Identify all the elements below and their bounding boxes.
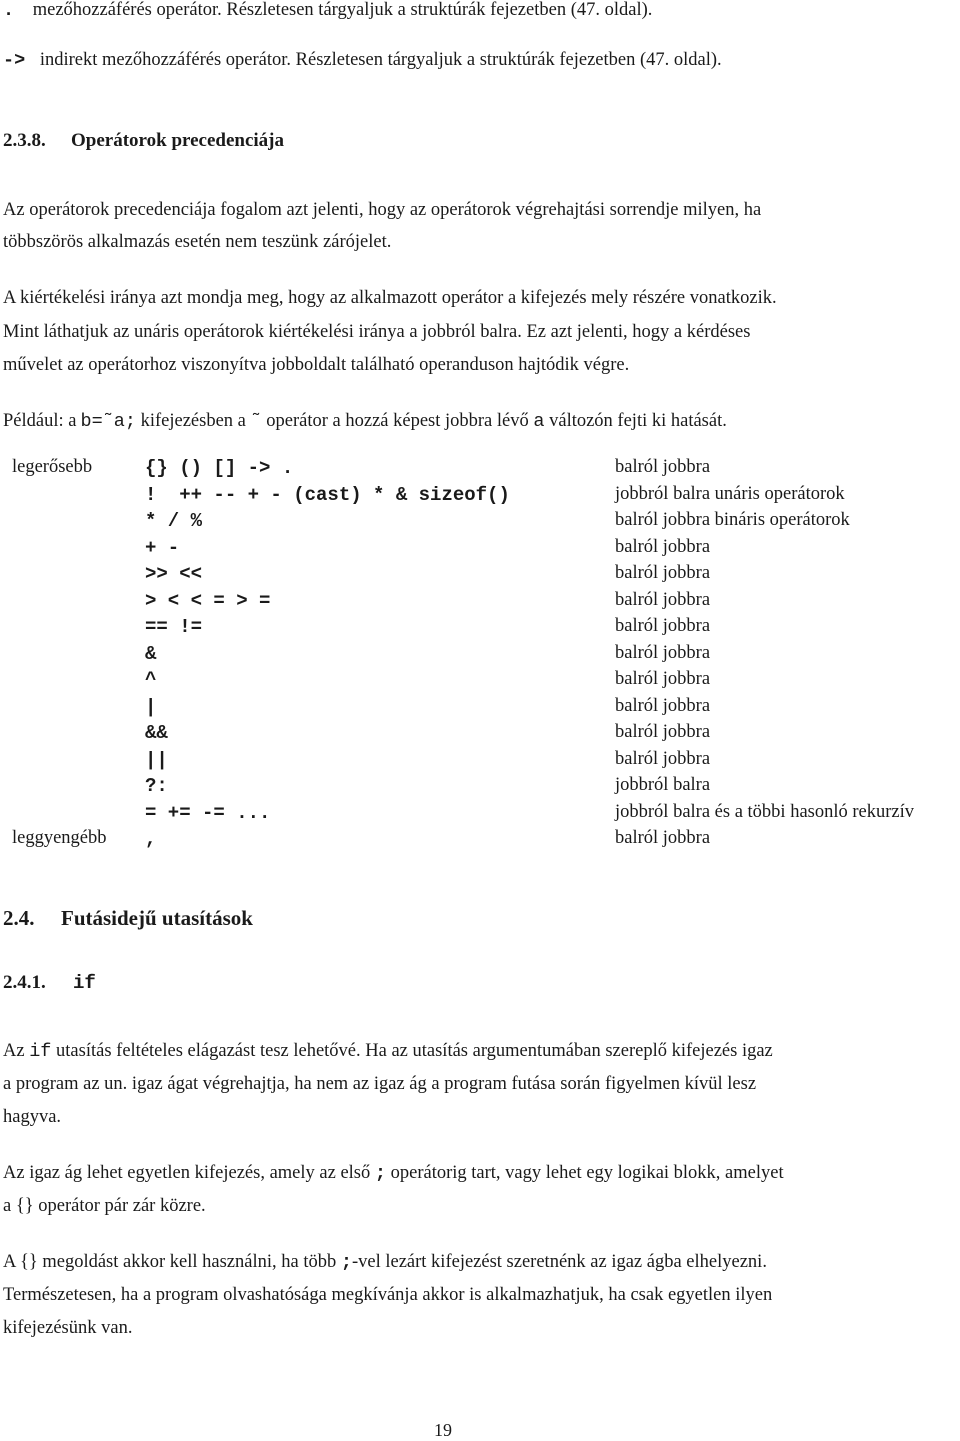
paragraph-line: a program az un. igaz ágat végrehajtja, ha nem az igaz ág a program futása során figyelmen kívül lesz bbox=[3, 1074, 757, 1094]
precedence-associativity: balról jobbra bbox=[615, 457, 711, 477]
braces-operator: {} bbox=[15, 1196, 34, 1216]
text-fragment: Az bbox=[3, 1041, 25, 1061]
precedence-row bbox=[0, 616, 960, 642]
precedence-row bbox=[0, 643, 960, 669]
precedence-operators: | bbox=[145, 695, 157, 718]
tilde-operator: ˜ bbox=[250, 411, 262, 432]
precedence-row bbox=[0, 510, 960, 536]
indirect-access-text: indirekt mezőhozzáférés operátor. Részletesen tárgyaljuk a struktúrák fejezetben (47. oldal). bbox=[39, 50, 722, 70]
text-fragment: operátorig tart, vagy lehet egy logikai blokk, amelyet bbox=[390, 1163, 784, 1183]
section-heading-2-4 bbox=[3, 906, 253, 931]
section-title: Futásidejű utasítások bbox=[61, 906, 253, 930]
text-fragment: Az igaz ág lehet egyetlen kifejezés, amely az első bbox=[3, 1163, 371, 1183]
paragraph-line bbox=[3, 1252, 767, 1273]
if-keyword: if bbox=[29, 1041, 52, 1062]
precedence-row bbox=[0, 457, 960, 483]
precedence-operators: > < < = > = bbox=[145, 589, 271, 612]
precedence-row bbox=[0, 828, 960, 854]
paragraph-line: Mint láthatjuk az unáris operátorok kiértékelési iránya a jobbról balra. Ez azt jelenti, hogy a kérdéses bbox=[3, 322, 751, 342]
indirect-access-line bbox=[3, 50, 722, 71]
example-variable: a bbox=[533, 411, 545, 432]
precedence-associativity: balról jobbra bbox=[615, 669, 711, 689]
dot-operator: . bbox=[3, 0, 15, 21]
precedence-row bbox=[0, 802, 960, 828]
example-line bbox=[3, 411, 727, 432]
precedence-level-label: leggyengébb bbox=[12, 828, 107, 848]
page-number: 19 bbox=[434, 1420, 452, 1440]
paragraph-line: kifejezésünk van. bbox=[3, 1318, 133, 1338]
paragraph-line bbox=[3, 1041, 773, 1062]
precedence-associativity: balról jobbra bbox=[615, 828, 711, 848]
section-heading-2-3-8 bbox=[3, 130, 284, 152]
section-title: if bbox=[73, 972, 96, 994]
text-fragment: A bbox=[3, 1252, 16, 1272]
member-access-line bbox=[3, 0, 652, 21]
precedence-row bbox=[0, 775, 960, 801]
precedence-operators: == != bbox=[145, 616, 203, 638]
semicolon-operator: ; bbox=[340, 1252, 352, 1273]
section-number: 2.4. bbox=[3, 906, 35, 930]
precedence-associativity: balról jobbra bbox=[615, 616, 711, 636]
precedence-operators: || bbox=[145, 748, 168, 771]
semicolon-operator: ; bbox=[374, 1163, 386, 1184]
example-suffix: változón fejti ki hatását. bbox=[549, 411, 727, 431]
paragraph-line: többszörös alkalmazás esetén nem teszünk zárójelet. bbox=[3, 232, 392, 252]
text-fragment: megoldást akkor kell használni, ha több bbox=[42, 1252, 337, 1272]
precedence-operators: * / % bbox=[145, 510, 203, 532]
paragraph-line: Természetesen, ha a program olvashatósága megkívánja akkor is alkalmazhatjuk, ha csak egyetlen ilyen bbox=[3, 1285, 773, 1305]
precedence-associativity: balról jobbra bbox=[615, 748, 711, 769]
precedence-operators: ?: bbox=[145, 775, 168, 797]
precedence-associativity: jobbról balra unáris operátorok bbox=[615, 483, 845, 504]
text-fragment: operátor pár zár közre. bbox=[38, 1196, 206, 1216]
precedence-associativity: balról jobbra bbox=[615, 536, 711, 557]
precedence-row bbox=[0, 590, 960, 616]
section-number: 2.3.8. bbox=[3, 130, 46, 151]
precedence-associativity: jobbról balra bbox=[615, 775, 711, 795]
example-code: b=˜a; bbox=[80, 411, 136, 432]
precedence-operators: ^ bbox=[145, 669, 157, 691]
member-access-text: mezőhozzáférés operátor. Részletesen tárgyaljuk a struktúrák fejezetben (47. oldal). bbox=[32, 0, 653, 20]
section-number: 2.4.1. bbox=[3, 972, 46, 993]
precedence-row bbox=[0, 669, 960, 695]
precedence-operators: {} () [] -> . bbox=[145, 457, 294, 479]
precedence-associativity: jobbról balra és a többi hasonló rekurzív bbox=[615, 801, 914, 822]
precedence-operators: , bbox=[145, 828, 157, 850]
precedence-row bbox=[0, 722, 960, 748]
precedence-operators: + - bbox=[145, 536, 180, 559]
precedence-row bbox=[0, 537, 960, 563]
precedence-operators: ! ++ -- + - (cast) * & sizeof() bbox=[145, 483, 510, 506]
section-title: Operátorok precedenciája bbox=[71, 130, 285, 151]
precedence-associativity: balról jobbra bbox=[615, 722, 711, 742]
text-fragment: utasítás feltételes elágazást tesz lehetővé. Ha az utasítás argumentumában szereplő kifejezés igaz bbox=[56, 1041, 773, 1061]
paragraph-line: hagyva. bbox=[3, 1107, 62, 1127]
precedence-operators: & bbox=[145, 642, 157, 665]
precedence-associativity: balról jobbra bbox=[615, 695, 711, 716]
arrow-operator: -> bbox=[3, 50, 26, 71]
precedence-row bbox=[0, 563, 960, 589]
paragraph-line bbox=[3, 1163, 784, 1184]
precedence-associativity: balról jobbra bbox=[615, 589, 711, 610]
precedence-operators: && bbox=[145, 722, 168, 744]
paragraph-line: Az operátorok precedenciája fogalom azt jelenti, hogy az operátorok végrehajtási sorrendje milyen, ha bbox=[3, 200, 762, 220]
text-fragment: a bbox=[3, 1196, 12, 1216]
precedence-level-label: legerősebb bbox=[12, 457, 93, 477]
precedence-operators: >> << bbox=[145, 563, 203, 585]
paragraph-line bbox=[3, 1196, 206, 1217]
example-prefix: Például: a bbox=[3, 411, 77, 431]
text-fragment: -vel lezárt kifejezést szeretnénk az igaz ágba elhelyezni. bbox=[351, 1252, 767, 1272]
precedence-associativity: balról jobbra bináris operátorok bbox=[615, 510, 850, 530]
precedence-associativity: balról jobbra bbox=[615, 642, 711, 663]
section-heading-2-4-1 bbox=[3, 972, 96, 994]
paragraph-line: művelet az operátorhoz viszonyítva jobboldalt található operanduson hajtódik végre. bbox=[3, 355, 630, 375]
paragraph-line: A kiértékelési iránya azt mondja meg, hogy az alkalmazott operátor a kifejezés mely részére vonatkozik. bbox=[3, 288, 777, 308]
example-mid: operátor a hozzá képest jobbra lévő bbox=[266, 411, 529, 431]
precedence-row bbox=[0, 696, 960, 722]
precedence-operators: = += -= ... bbox=[145, 801, 271, 824]
example-mid: kifejezésben a bbox=[140, 411, 246, 431]
precedence-row bbox=[0, 749, 960, 775]
precedence-row bbox=[0, 484, 960, 510]
precedence-associativity: balról jobbra bbox=[615, 563, 711, 583]
braces-operator: {} bbox=[19, 1252, 38, 1272]
